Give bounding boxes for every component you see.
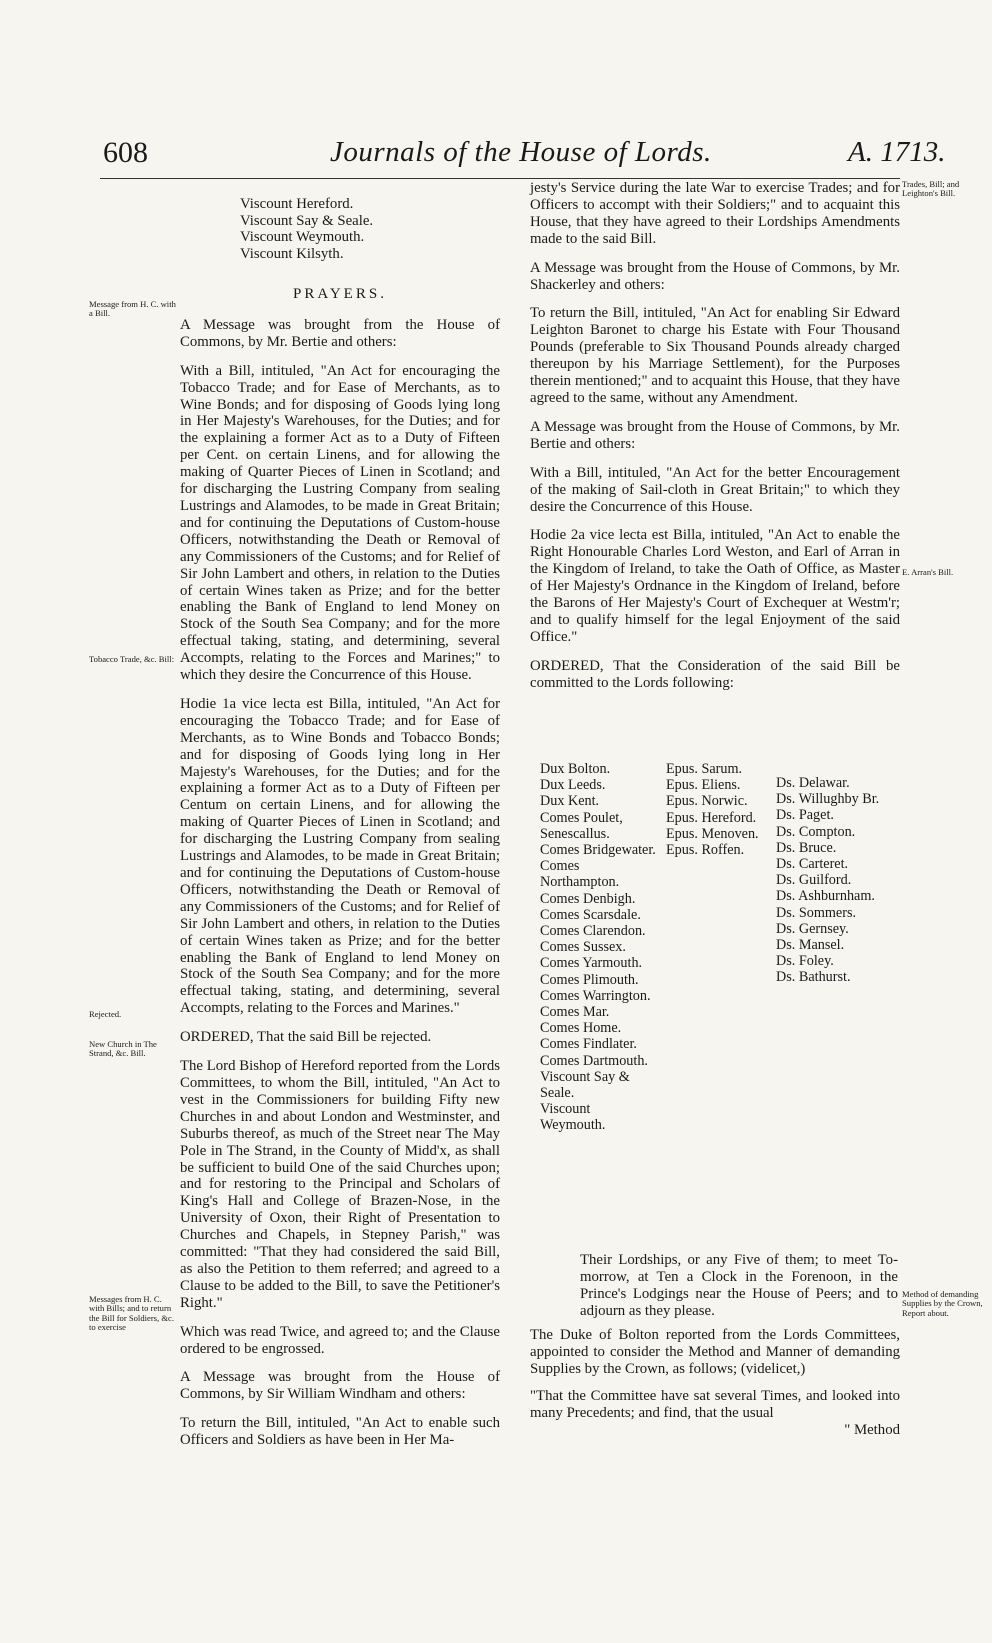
paragraph: ORDERED, That the Consideration of the said Bill be committed to the Lords following: (530, 657, 900, 691)
lord-item: Epus. Eliens. (666, 777, 741, 794)
paragraph: A Message was brought from the House of Commons, by Mr. Shackerley and others: (530, 259, 900, 293)
paragraph: "That the Committee have sat several Times, and looked into many Precedents; and find, that the usual (530, 1387, 900, 1421)
lord-item: Ds. Willughby Br. (776, 791, 880, 808)
lord-item: Comes Dartmouth. (540, 1052, 648, 1069)
lords-column-barons (776, 775, 926, 986)
left-column (180, 270, 500, 1461)
margin-note-trades: Trades, Bill; and Leighton's Bill. (902, 179, 960, 199)
lord-item: Ds. Carteret. (776, 856, 849, 873)
viscount-item: Viscount Hereford. (240, 196, 354, 212)
lord-item: Ds. Bruce. (776, 839, 837, 856)
paragraph: Hodie 2a vice lecta est Billa, intituled, "An Act to enable the Right Honourable Charles Lord Weston, and Earl of Arran in the Kingdom of Ireland, to take the Oath of Office, as Master of Her Majesty's Ordnance in the Kingdom of Ireland, before the Barons of Her Majesty's Court of Exchequer at Westm'r; and to qualify himself for the legal Enjoyment of the said Office." (530, 527, 900, 645)
page-number: 608 (103, 136, 148, 169)
header-rule (100, 178, 900, 179)
lords-column-dukes-earls (540, 761, 658, 1134)
lord-item: Viscount Say & Seale. (540, 1068, 630, 1102)
lord-item: Comes Yarmouth. (540, 955, 643, 972)
lord-item: Comes Scarsdale. (540, 906, 641, 923)
paragraph: A Message was brought from the House of Commons, by Mr. Bertie and others: (180, 316, 500, 350)
lord-item: Viscount Weymouth. (540, 1101, 606, 1134)
lord-item: Comes Warrington. (540, 987, 651, 1004)
lord-item: Dux Bolton. (540, 761, 611, 777)
lord-item: Ds. Ashburnham. (776, 888, 875, 905)
lord-item: Ds. Delawar. (776, 775, 850, 791)
lord-item: Comes Plimouth. (540, 971, 639, 988)
lord-item: Ds. Mansel. (776, 937, 845, 954)
margin-note-messages-hc: Messages from H. C. with Bills; and to return the Bill for Soldiers, &c. to exercise (89, 1294, 174, 1333)
margin-note-rejected: Rejected. (89, 1009, 122, 1019)
lord-item: Ds. Foley. (776, 953, 834, 970)
lord-item: Comes Sussex. (540, 939, 626, 956)
paragraph: The Lord Bishop of Hereford reported from the Lords Committees, to whom the Bill, intituled, "An Act to vest in the Commissioners for building Fifty new Churches in and about London and Westminster, and Suburbs thereof, as much of the Street near The May Pole in The Strand, in the County of Midd'x, as shall be sufficient to build One of the said Churches upon; and for restoring to the Principal and Scholars of King's Hall and College of Brazen-Nose, in the University of Oxon, their Right of Presentation to Churches and Chapels, in Stepney Parish," was committed: "That they had considered the said Bill, as also the Petition to them referred; and agreed to a Clause to be added to the Bill, to save the Petitioner's Right." (180, 1058, 500, 1311)
lord-item: Ds. Compton. (776, 823, 856, 840)
lord-item: Epus. Roffen. (666, 842, 745, 859)
lord-item: Comes Clarendon. (540, 923, 646, 940)
lord-item: Ds. Paget. (776, 807, 834, 824)
lord-item: Comes Denbigh. (540, 890, 636, 907)
lord-item: Dux Kent. (540, 793, 600, 810)
paragraph: To return the Bill, intituled, "An Act to enable such Officers and Soldiers as have been in Her Ma- (180, 1415, 500, 1449)
page-year: A. 1713. (848, 136, 946, 168)
lord-item: Ds. Bathurst. (776, 969, 851, 986)
duke-bolton-report (530, 1327, 900, 1438)
lords-column-bishops (666, 761, 766, 858)
lord-item: Ds. Sommers. (776, 904, 857, 921)
viscount-list-top (240, 196, 373, 262)
paragraph: Which was read Twice, and agreed to; and the Clause ordered to be engrossed. (180, 1323, 500, 1357)
lord-item: Epus. Sarum. (666, 761, 743, 777)
lord-item: Epus. Norwic. (666, 793, 748, 810)
paragraph: The Duke of Bolton reported from the Lords Committees, appointed to consider the Method and Manner of demanding Supplies by the Crown, as follows; (videlicet,) (530, 1327, 900, 1377)
committee-meeting-note: Their Lordships, or any Five of them; to meet To-morrow, at Ten a Clock in the Forenoon, in the Prince's Lodgings near the House of Peers; and to adjourn as they please. (580, 1252, 898, 1319)
lord-item: Ds. Gernsey. (776, 920, 849, 937)
lord-item: Comes Northampton. (540, 858, 620, 891)
lord-item: Comes Home. (540, 1020, 622, 1037)
lord-item: Epus. Menoven. (666, 825, 759, 842)
paragraph: Hodie 1a vice lecta est Billa, intituled, "An Act for encouraging the Tobacco Trade; and for Ease of Merchants, as to Wine Bonds and Tobacco Bonds; and for disposing of Goods lying long in Her Majesty's Warehouses, for the Duties; and for the explaining a former Act as to a Duty of Fifteen per Centum on certain Linens, and for allowing the making of Quarter Pieces of Linen in Scotland; and for discharging the Lustring Company from sealing Lustrings and Alamodes, to be made in Great Britain; and for continuing the Deputations of Custom-house Officers, notwithstanding the Death or Removal of any Commissioners of the Customs; and for Relief of Sir John Lambert and others, in relation to the Duties of certain Wines taken as Prize; and for the better enabling the Bank of England to lend Money on Stock of the South Sea Company; and for the more effectual taking, stating, and determining, several Accompts, relating to the Forces and Marines." (180, 695, 500, 1017)
paragraph: With a Bill, intituled, "An Act for the better Encouragement of the making of Sail-cloth in Great Britain;" to which they desire the Concurrence of this House. (530, 464, 900, 515)
margin-note-arran: E. Arran's Bill. (902, 567, 954, 577)
right-column (530, 180, 900, 704)
margin-note-method: Method of demanding Supplies by the Crown, Report about. (902, 1289, 983, 1318)
lord-item: Dux Leeds. (540, 777, 606, 794)
lord-item: Comes Poulet, Senescallus. (540, 809, 623, 842)
margin-note-tobacco: Tobacco Trade, &c. Bill: (89, 654, 175, 664)
paragraph: A Message was brought from the House of Commons, by Mr. Bertie and others: (530, 418, 900, 452)
lord-item: Comes Mar. (540, 1004, 610, 1021)
margin-note-message-hc: Message from H. C. with a Bill. (89, 299, 176, 319)
paragraph: To return the Bill, intituled, "An Act for enabling Sir Edward Leighton Baronet to charge his Estate with Four Thousand Pounds (preferable to Six Thousand Pounds already charged thereupon by his Marriage Settlement), for the Purposes therein mentioned;" and to acquaint this House, that they have agreed to the same, without any Amendment. (530, 305, 900, 406)
lord-item: Ds. Guilford. (776, 872, 852, 889)
lord-item: Comes Bridgewater. (540, 842, 656, 859)
page-title: Journals of the House of Lords. (330, 136, 712, 168)
paragraph: jesty's Service during the late War to exercise Trades; and for Officers to accompt with their Soldiers;" and to acquaint this House, that they have agreed to their Lordships Amendments made to the said Bill. (530, 180, 900, 247)
viscount-item: Viscount Kilsyth. (240, 245, 344, 262)
catchword: " Method (844, 1421, 900, 1438)
lord-item: Comes Findlater. (540, 1036, 637, 1053)
margin-note-new-church: New Church in The Strand, &c. Bill. (89, 1039, 157, 1059)
paragraph: With a Bill, intituled, "An Act for encouraging the Tobacco Trade; and for Ease of Merchants, as to Wine Bonds; and for disposing of Goods lying long in Her Majesty's Warehouses, for the Duties; and for the explaining a former Act as to a Duty of Fifteen per Cent. on certain Linens, and for allowing the making of Quarter Pieces of Linen in Scotland; and for discharging the Lustring Company from sealing Lustrings and Alamodes, to be made in Great Britain; and for continuing the Deputations of Custom-house Officers, notwithstanding the Death or Removal of any Commissioners of the Customs; and for Relief of Sir John Lambert and others, in relation to the Duties of certain Wines taken as Prize; and for the better enabling the Bank of England to lend Money on Stock of the South Sea Company; and for the more effectual taking, stating, and determining, several Accompts, relating to the Forces and Marines;" to which they desire the Concurrence of this House. (180, 362, 500, 684)
paragraph: ORDERED, That the said Bill be rejected. (180, 1029, 432, 1046)
prayers-heading: PRAYERS. (293, 286, 387, 302)
viscount-item: Viscount Say & Seale. (240, 212, 374, 229)
lord-item: Epus. Hereford. (666, 809, 757, 826)
paragraph: A Message was brought from the House of Commons, by Sir William Windham and others: (180, 1369, 500, 1403)
viscount-item: Viscount Weymouth. (240, 229, 365, 245)
